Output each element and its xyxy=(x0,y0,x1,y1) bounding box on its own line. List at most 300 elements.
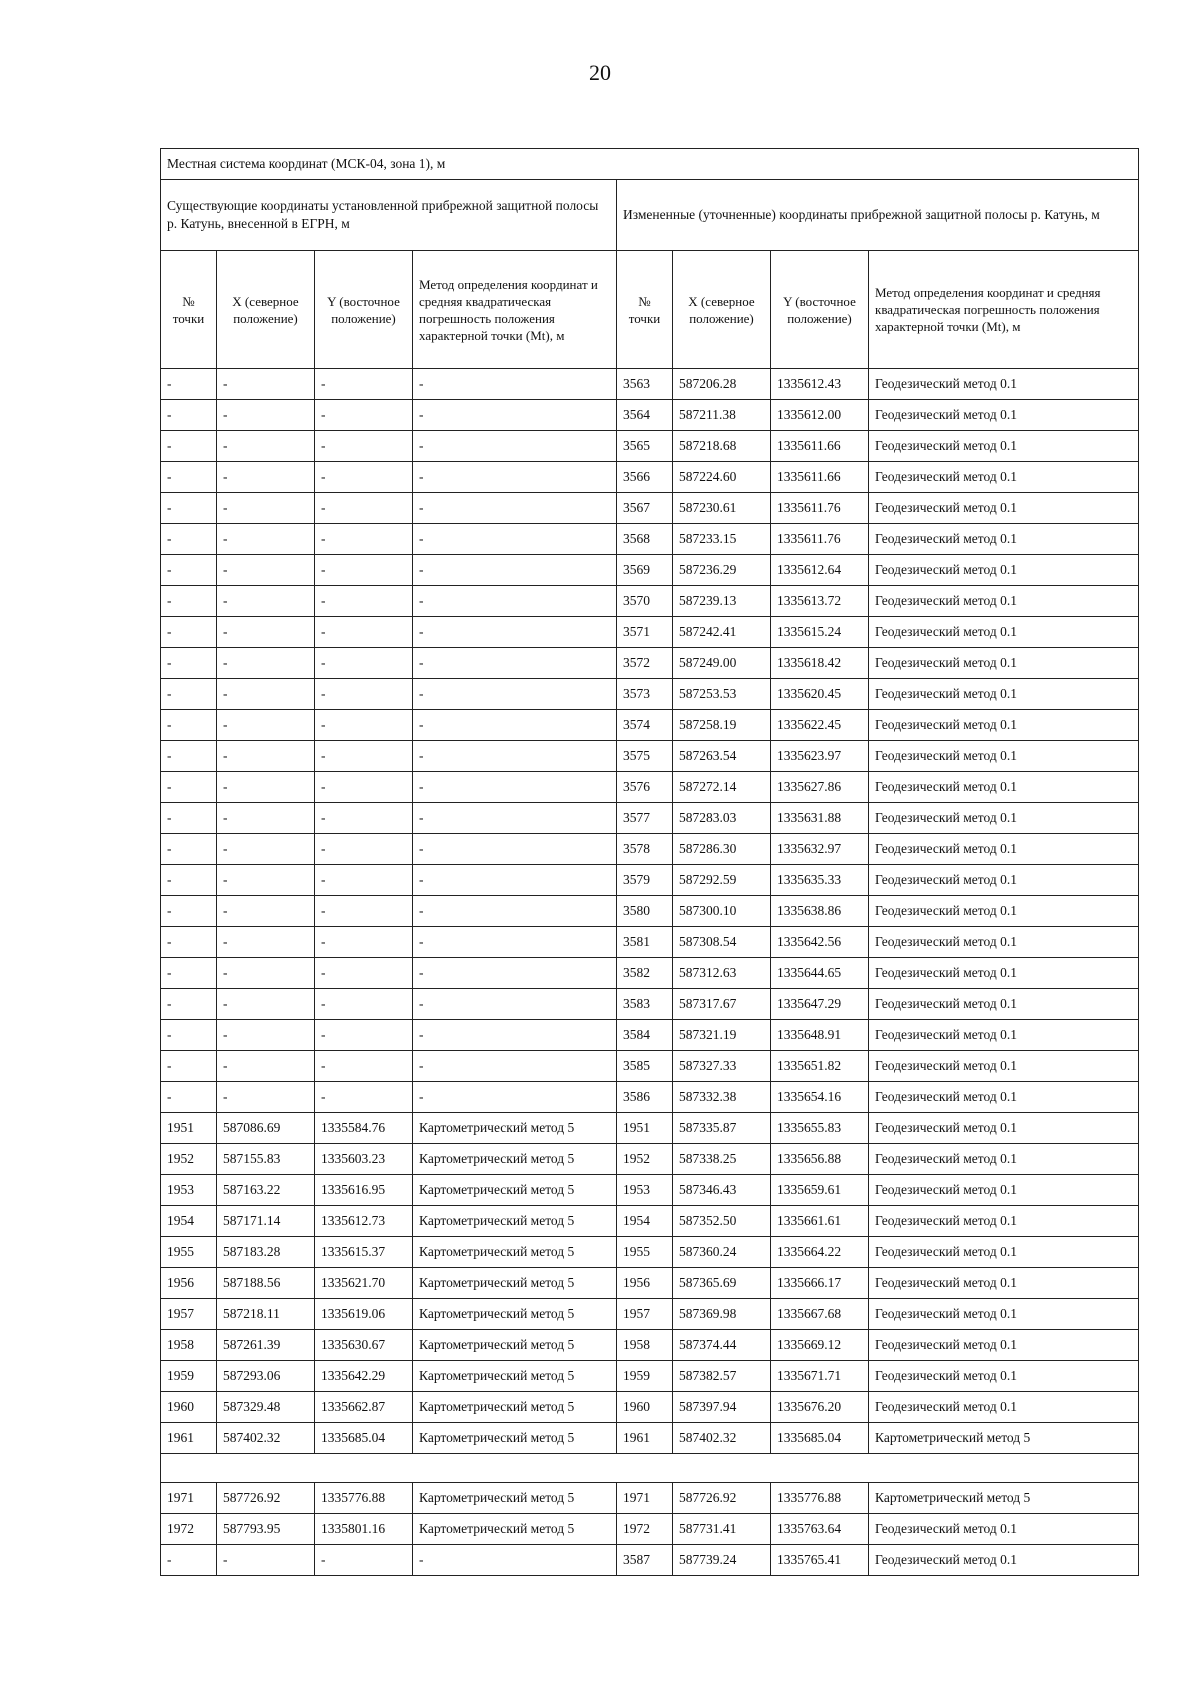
method-cell: Картометрический метод 5 xyxy=(413,1299,617,1330)
y-cell: 1335623.97 xyxy=(771,741,869,772)
column-header-method: Метод определения координат и средняя квадратическая погрешность положения характерной точки (Mt), м xyxy=(869,251,1139,369)
method-cell: Геодезический метод 0.1 xyxy=(869,1082,1139,1113)
x-cell: 587206.28 xyxy=(673,369,771,400)
x-cell: 587329.48 xyxy=(217,1392,315,1423)
y-cell: - xyxy=(315,1020,413,1051)
y-cell: - xyxy=(315,772,413,803)
method-cell: - xyxy=(413,617,617,648)
method-cell: Геодезический метод 0.1 xyxy=(869,555,1139,586)
x-cell: 587327.33 xyxy=(673,1051,771,1082)
point-number-cell: 1958 xyxy=(161,1330,217,1361)
x-cell: 587397.94 xyxy=(673,1392,771,1423)
x-cell: 587218.11 xyxy=(217,1299,315,1330)
y-cell: 1335685.04 xyxy=(771,1423,869,1454)
method-cell: - xyxy=(413,834,617,865)
point-number-cell: 3570 xyxy=(617,586,673,617)
method-cell: Геодезический метод 0.1 xyxy=(869,431,1139,462)
column-header-y: Y (восточное положение) xyxy=(315,251,413,369)
method-cell: Геодезический метод 0.1 xyxy=(869,1361,1139,1392)
y-cell: 1335659.61 xyxy=(771,1175,869,1206)
table-row xyxy=(161,1392,1139,1423)
x-cell: 587321.19 xyxy=(673,1020,771,1051)
point-number-cell: 1957 xyxy=(617,1299,673,1330)
x-cell: - xyxy=(217,462,315,493)
point-number-cell: 3564 xyxy=(617,400,673,431)
y-cell: - xyxy=(315,989,413,1020)
point-number-cell: 3583 xyxy=(617,989,673,1020)
point-number-cell: 1972 xyxy=(161,1514,217,1545)
x-cell: 587086.69 xyxy=(217,1113,315,1144)
point-number-cell: 3582 xyxy=(617,958,673,989)
x-cell: 587308.54 xyxy=(673,927,771,958)
table-row xyxy=(161,555,1139,586)
y-cell: 1335666.17 xyxy=(771,1268,869,1299)
y-cell: 1335611.76 xyxy=(771,524,869,555)
point-number-cell: - xyxy=(161,865,217,896)
point-number-cell: 1960 xyxy=(617,1392,673,1423)
x-cell: 587292.59 xyxy=(673,865,771,896)
point-number-cell: 3563 xyxy=(617,369,673,400)
y-cell: 1335615.37 xyxy=(315,1237,413,1268)
x-cell: 587317.67 xyxy=(673,989,771,1020)
x-cell: 587731.41 xyxy=(673,1514,771,1545)
method-cell: Геодезический метод 0.1 xyxy=(869,1545,1139,1576)
y-cell: - xyxy=(315,617,413,648)
table-row xyxy=(161,586,1139,617)
method-cell: - xyxy=(413,741,617,772)
changed-coordinates-group-header: Измененные (уточненные) координаты прибрежной защитной полосы р. Катунь, м xyxy=(617,180,1139,251)
x-cell: 587155.83 xyxy=(217,1144,315,1175)
point-number-cell: 1957 xyxy=(161,1299,217,1330)
gap-cell xyxy=(161,1454,1139,1483)
method-cell: Картометрический метод 5 xyxy=(413,1483,617,1514)
y-cell: - xyxy=(315,462,413,493)
method-cell: - xyxy=(413,648,617,679)
table-row xyxy=(161,1330,1139,1361)
x-cell: - xyxy=(217,772,315,803)
table-row xyxy=(161,803,1139,834)
point-number-cell: - xyxy=(161,1051,217,1082)
point-number-cell: - xyxy=(161,710,217,741)
point-number-cell: 3584 xyxy=(617,1020,673,1051)
method-cell: - xyxy=(413,679,617,710)
table-row xyxy=(161,1144,1139,1175)
x-cell: 587374.44 xyxy=(673,1330,771,1361)
method-cell: Картометрический метод 5 xyxy=(413,1268,617,1299)
y-cell: - xyxy=(315,803,413,834)
coordinates-table xyxy=(160,148,1139,1576)
method-cell: Картометрический метод 5 xyxy=(413,1206,617,1237)
x-cell: 587369.98 xyxy=(673,1299,771,1330)
x-cell: - xyxy=(217,679,315,710)
point-number-cell: - xyxy=(161,803,217,834)
point-number-cell: 3586 xyxy=(617,1082,673,1113)
method-cell: - xyxy=(413,431,617,462)
point-number-cell: 1972 xyxy=(617,1514,673,1545)
method-cell: Геодезический метод 0.1 xyxy=(869,524,1139,555)
table-row xyxy=(161,524,1139,555)
x-cell: - xyxy=(217,834,315,865)
y-cell: 1335630.67 xyxy=(315,1330,413,1361)
y-cell: 1335651.82 xyxy=(771,1051,869,1082)
y-cell: 1335613.72 xyxy=(771,586,869,617)
table-row xyxy=(161,400,1139,431)
y-cell: 1335776.88 xyxy=(315,1483,413,1514)
y-cell: 1335642.29 xyxy=(315,1361,413,1392)
method-cell: Картометрический метод 5 xyxy=(413,1144,617,1175)
method-cell: Картометрический метод 5 xyxy=(413,1237,617,1268)
x-cell: 587739.24 xyxy=(673,1545,771,1576)
y-cell: 1335662.87 xyxy=(315,1392,413,1423)
point-number-cell: 3587 xyxy=(617,1545,673,1576)
x-cell: 587365.69 xyxy=(673,1268,771,1299)
table-row xyxy=(161,958,1139,989)
x-cell: - xyxy=(217,803,315,834)
x-cell: 587242.41 xyxy=(673,617,771,648)
point-number-cell: - xyxy=(161,927,217,958)
table-row xyxy=(161,710,1139,741)
x-cell: - xyxy=(217,617,315,648)
y-cell: - xyxy=(315,369,413,400)
x-cell: - xyxy=(217,524,315,555)
method-cell: Геодезический метод 0.1 xyxy=(869,896,1139,927)
y-cell: 1335655.83 xyxy=(771,1113,869,1144)
x-cell: 587726.92 xyxy=(673,1483,771,1514)
y-cell: 1335642.56 xyxy=(771,927,869,958)
point-number-cell: 3572 xyxy=(617,648,673,679)
method-cell: Геодезический метод 0.1 xyxy=(869,834,1139,865)
point-number-cell: 3569 xyxy=(617,555,673,586)
x-cell: - xyxy=(217,1545,315,1576)
y-cell: - xyxy=(315,679,413,710)
y-cell: 1335763.64 xyxy=(771,1514,869,1545)
x-cell: 587338.25 xyxy=(673,1144,771,1175)
y-cell: 1335667.68 xyxy=(771,1299,869,1330)
x-cell: 587230.61 xyxy=(673,493,771,524)
method-cell: - xyxy=(413,1082,617,1113)
point-number-cell: 3568 xyxy=(617,524,673,555)
x-cell: - xyxy=(217,369,315,400)
x-cell: 587218.68 xyxy=(673,431,771,462)
method-cell: - xyxy=(413,989,617,1020)
y-cell: - xyxy=(315,896,413,927)
point-number-cell: 3577 xyxy=(617,803,673,834)
point-number-cell: 1960 xyxy=(161,1392,217,1423)
table-row xyxy=(161,1113,1139,1144)
y-cell: - xyxy=(315,741,413,772)
table-row xyxy=(161,1514,1139,1545)
x-cell: 587239.13 xyxy=(673,586,771,617)
x-cell: 587360.24 xyxy=(673,1237,771,1268)
y-cell: 1335627.86 xyxy=(771,772,869,803)
y-cell: 1335619.06 xyxy=(315,1299,413,1330)
point-number-cell: 1955 xyxy=(161,1237,217,1268)
table-row xyxy=(161,431,1139,462)
y-cell: 1335612.73 xyxy=(315,1206,413,1237)
y-cell: 1335685.04 xyxy=(315,1423,413,1454)
y-cell: 1335611.66 xyxy=(771,462,869,493)
x-cell: - xyxy=(217,741,315,772)
point-number-cell: 1952 xyxy=(617,1144,673,1175)
y-cell: - xyxy=(315,648,413,679)
point-number-cell: 1952 xyxy=(161,1144,217,1175)
y-cell: 1335612.43 xyxy=(771,369,869,400)
x-cell: 587253.53 xyxy=(673,679,771,710)
x-cell: 587286.30 xyxy=(673,834,771,865)
point-number-cell: - xyxy=(161,834,217,865)
point-number-cell: - xyxy=(161,1082,217,1113)
method-cell: - xyxy=(413,1020,617,1051)
method-cell: - xyxy=(413,462,617,493)
method-cell: Картометрический метод 5 xyxy=(413,1361,617,1392)
method-cell: Геодезический метод 0.1 xyxy=(869,1051,1139,1082)
method-cell: Картометрический метод 5 xyxy=(413,1392,617,1423)
y-cell: 1335647.29 xyxy=(771,989,869,1020)
method-cell: Геодезический метод 0.1 xyxy=(869,1392,1139,1423)
method-cell: Геодезический метод 0.1 xyxy=(869,1175,1139,1206)
x-cell: 587263.54 xyxy=(673,741,771,772)
method-cell: Геодезический метод 0.1 xyxy=(869,1514,1139,1545)
method-cell: Геодезический метод 0.1 xyxy=(869,1206,1139,1237)
point-number-cell: 1961 xyxy=(161,1423,217,1454)
column-header-y: Y (восточное положение) xyxy=(771,251,869,369)
table-row xyxy=(161,1268,1139,1299)
point-number-cell: 3571 xyxy=(617,617,673,648)
x-cell: - xyxy=(217,865,315,896)
method-cell: - xyxy=(413,710,617,741)
y-cell: - xyxy=(315,1082,413,1113)
x-cell: 587171.14 xyxy=(217,1206,315,1237)
y-cell: - xyxy=(315,1051,413,1082)
y-cell: 1335611.66 xyxy=(771,431,869,462)
x-cell: - xyxy=(217,555,315,586)
table-row xyxy=(161,896,1139,927)
x-cell: - xyxy=(217,710,315,741)
column-header-x: X (северное положение) xyxy=(217,251,315,369)
table-row xyxy=(161,1545,1139,1576)
method-cell: Геодезический метод 0.1 xyxy=(869,1299,1139,1330)
point-number-cell: 1956 xyxy=(161,1268,217,1299)
y-cell: 1335615.24 xyxy=(771,617,869,648)
x-cell: - xyxy=(217,493,315,524)
y-cell: 1335584.76 xyxy=(315,1113,413,1144)
y-cell: 1335632.97 xyxy=(771,834,869,865)
y-cell: 1335612.64 xyxy=(771,555,869,586)
method-cell: Геодезический метод 0.1 xyxy=(869,1020,1139,1051)
y-cell: 1335611.76 xyxy=(771,493,869,524)
method-cell: Геодезический метод 0.1 xyxy=(869,1144,1139,1175)
point-number-cell: 1953 xyxy=(617,1175,673,1206)
y-cell: 1335621.70 xyxy=(315,1268,413,1299)
table-row xyxy=(161,1051,1139,1082)
point-number-cell: 1971 xyxy=(161,1483,217,1514)
x-cell: 587183.28 xyxy=(217,1237,315,1268)
x-cell: - xyxy=(217,1051,315,1082)
point-number-cell: 3585 xyxy=(617,1051,673,1082)
point-number-cell: - xyxy=(161,989,217,1020)
y-cell: - xyxy=(315,834,413,865)
point-number-cell: 1951 xyxy=(617,1113,673,1144)
table-caption: Местная система координат (МСК-04, зона 1), м xyxy=(161,149,1139,180)
table-gap-row xyxy=(161,1454,1139,1483)
method-cell: - xyxy=(413,1051,617,1082)
column-header-point-number: № точки xyxy=(617,251,673,369)
method-cell: Геодезический метод 0.1 xyxy=(869,369,1139,400)
point-number-cell: - xyxy=(161,1020,217,1051)
method-cell: Картометрический метод 5 xyxy=(413,1113,617,1144)
method-cell: Картометрический метод 5 xyxy=(413,1175,617,1206)
point-number-cell: - xyxy=(161,1545,217,1576)
method-cell: Геодезический метод 0.1 xyxy=(869,1330,1139,1361)
point-number-cell: 1958 xyxy=(617,1330,673,1361)
method-cell: - xyxy=(413,369,617,400)
point-number-cell: 1955 xyxy=(617,1237,673,1268)
method-cell: - xyxy=(413,493,617,524)
x-cell: - xyxy=(217,431,315,462)
method-cell: Геодезический метод 0.1 xyxy=(869,493,1139,524)
y-cell: 1335616.95 xyxy=(315,1175,413,1206)
point-number-cell: 3566 xyxy=(617,462,673,493)
table-row xyxy=(161,927,1139,958)
x-cell: 587272.14 xyxy=(673,772,771,803)
point-number-cell: 3575 xyxy=(617,741,673,772)
method-cell: Геодезический метод 0.1 xyxy=(869,1268,1139,1299)
x-cell: - xyxy=(217,400,315,431)
method-cell: Геодезический метод 0.1 xyxy=(869,865,1139,896)
point-number-cell: 1954 xyxy=(617,1206,673,1237)
method-cell: Геодезический метод 0.1 xyxy=(869,958,1139,989)
point-number-cell: - xyxy=(161,431,217,462)
y-cell: 1335776.88 xyxy=(771,1483,869,1514)
x-cell: 587249.00 xyxy=(673,648,771,679)
method-cell: - xyxy=(413,772,617,803)
x-cell: 587236.29 xyxy=(673,555,771,586)
point-number-cell: - xyxy=(161,617,217,648)
table-row xyxy=(161,1206,1139,1237)
x-cell: 587261.39 xyxy=(217,1330,315,1361)
point-number-cell: - xyxy=(161,679,217,710)
y-cell: - xyxy=(315,586,413,617)
x-cell: 587233.15 xyxy=(673,524,771,555)
y-cell: 1335644.65 xyxy=(771,958,869,989)
y-cell: 1335669.12 xyxy=(771,1330,869,1361)
table-row xyxy=(161,772,1139,803)
y-cell: 1335676.20 xyxy=(771,1392,869,1423)
x-cell: 587163.22 xyxy=(217,1175,315,1206)
point-number-cell: - xyxy=(161,369,217,400)
point-number-cell: 1959 xyxy=(161,1361,217,1392)
x-cell: - xyxy=(217,1082,315,1113)
y-cell: - xyxy=(315,493,413,524)
x-cell: - xyxy=(217,648,315,679)
point-number-cell: - xyxy=(161,462,217,493)
method-cell: Геодезический метод 0.1 xyxy=(869,679,1139,710)
y-cell: 1335612.00 xyxy=(771,400,869,431)
point-number-cell: 1961 xyxy=(617,1423,673,1454)
point-number-cell: - xyxy=(161,586,217,617)
table-row xyxy=(161,462,1139,493)
x-cell: 587312.63 xyxy=(673,958,771,989)
method-cell: Геодезический метод 0.1 xyxy=(869,400,1139,431)
y-cell: - xyxy=(315,1545,413,1576)
method-cell: Картометрический метод 5 xyxy=(413,1423,617,1454)
table-row xyxy=(161,834,1139,865)
method-cell: Геодезический метод 0.1 xyxy=(869,927,1139,958)
point-number-cell: - xyxy=(161,741,217,772)
table-row xyxy=(161,1175,1139,1206)
point-number-cell: 1954 xyxy=(161,1206,217,1237)
method-cell: Геодезический метод 0.1 xyxy=(869,803,1139,834)
x-cell: - xyxy=(217,958,315,989)
table-row xyxy=(161,1361,1139,1392)
point-number-cell: 3576 xyxy=(617,772,673,803)
method-cell: Геодезический метод 0.1 xyxy=(869,1113,1139,1144)
method-cell: - xyxy=(413,400,617,431)
method-cell: Геодезический метод 0.1 xyxy=(869,1237,1139,1268)
x-cell: 587188.56 xyxy=(217,1268,315,1299)
table-row xyxy=(161,648,1139,679)
y-cell: 1335656.88 xyxy=(771,1144,869,1175)
point-number-cell: 3580 xyxy=(617,896,673,927)
method-cell: - xyxy=(413,803,617,834)
point-number-cell: 3581 xyxy=(617,927,673,958)
point-number-cell: - xyxy=(161,400,217,431)
x-cell: 587382.57 xyxy=(673,1361,771,1392)
y-cell: - xyxy=(315,710,413,741)
method-cell: Геодезический метод 0.1 xyxy=(869,710,1139,741)
point-number-cell: - xyxy=(161,493,217,524)
method-cell: Картометрический метод 5 xyxy=(869,1483,1139,1514)
x-cell: - xyxy=(217,586,315,617)
page-number: 20 xyxy=(589,60,611,85)
point-number-cell: - xyxy=(161,772,217,803)
x-cell: 587283.03 xyxy=(673,803,771,834)
method-cell: - xyxy=(413,958,617,989)
method-cell: - xyxy=(413,1545,617,1576)
table-row xyxy=(161,865,1139,896)
table-row xyxy=(161,1020,1139,1051)
method-cell: Картометрический метод 5 xyxy=(413,1514,617,1545)
column-header-x: X (северное положение) xyxy=(673,251,771,369)
method-cell: - xyxy=(413,865,617,896)
point-number-cell: 1956 xyxy=(617,1268,673,1299)
x-cell: 587402.32 xyxy=(217,1423,315,1454)
y-cell: - xyxy=(315,524,413,555)
existing-coordinates-group-header: Существующие координаты установленной прибрежной защитной полосы р. Катунь, внесенной в ЕГРН, м xyxy=(161,180,617,251)
x-cell: 587211.38 xyxy=(673,400,771,431)
point-number-cell: - xyxy=(161,958,217,989)
y-cell: 1335622.45 xyxy=(771,710,869,741)
point-number-cell: - xyxy=(161,648,217,679)
table-row xyxy=(161,493,1139,524)
method-cell: Геодезический метод 0.1 xyxy=(869,741,1139,772)
method-cell: - xyxy=(413,524,617,555)
point-number-cell: 3578 xyxy=(617,834,673,865)
table-row xyxy=(161,617,1139,648)
table-row xyxy=(161,1423,1139,1454)
table-row xyxy=(161,741,1139,772)
y-cell: 1335638.86 xyxy=(771,896,869,927)
table-row xyxy=(161,1483,1139,1514)
method-cell: Геодезический метод 0.1 xyxy=(869,648,1139,679)
table-row xyxy=(161,369,1139,400)
point-number-cell: 3574 xyxy=(617,710,673,741)
y-cell: - xyxy=(315,431,413,462)
x-cell: 587726.92 xyxy=(217,1483,315,1514)
column-header-point-number: № точки xyxy=(161,251,217,369)
x-cell: 587793.95 xyxy=(217,1514,315,1545)
y-cell: 1335648.91 xyxy=(771,1020,869,1051)
